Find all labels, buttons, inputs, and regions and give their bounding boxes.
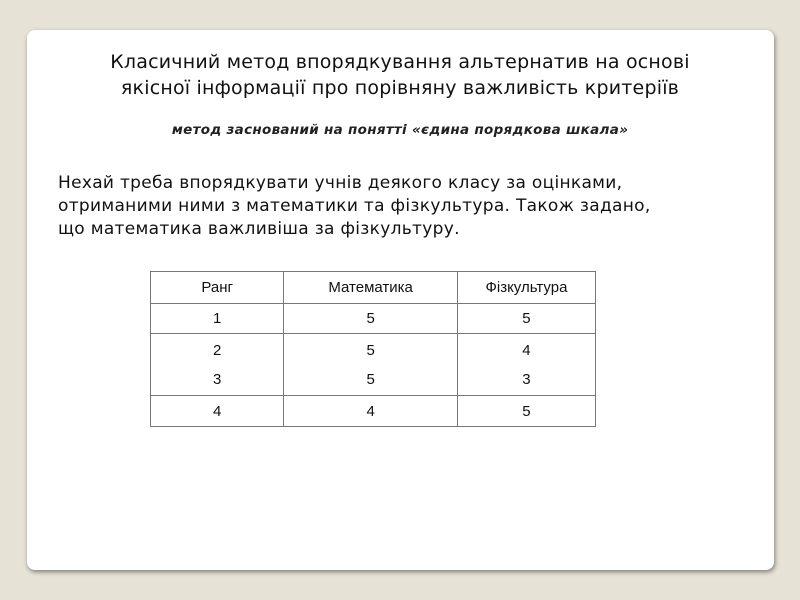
slide-title (0, 49, 800, 101)
cell-pe: 5 (457, 304, 595, 334)
header-rank: Ранг (151, 272, 284, 304)
slide-title-line-2: якісної інформації про порівняну важливість критеріїв (120, 77, 680, 99)
slide-subtitle: метод заснований на понятті «єдина порядкова шкала» (171, 122, 629, 138)
cell-math: 5 (366, 370, 375, 388)
cell-rank: 4 (151, 396, 284, 427)
cell-rank-group (151, 334, 284, 396)
cell-rank: 1 (151, 304, 284, 334)
header-pe: Фізкультура (457, 272, 595, 304)
cell-pe-group (457, 334, 595, 396)
cell-math: 5 (366, 341, 375, 359)
table-row (151, 304, 596, 334)
table-header-row (151, 272, 596, 304)
cell-math: 5 (284, 304, 458, 334)
table-row (151, 396, 596, 427)
body-line-2: отриманими ними з математики та фізкультура. Також задано, (58, 196, 651, 216)
cell-math-group (284, 334, 458, 396)
cell-pe: 4 (522, 341, 531, 359)
header-math: Математика (284, 272, 458, 304)
body-line-3: що математика важливіша за фізкультуру. (58, 219, 460, 239)
body-line-1: Нехай треба впорядкувати учнів деякого класу за оцінками, (58, 173, 623, 193)
cell-math: 4 (284, 396, 458, 427)
slide-title-line-1: Класичний метод впорядкування альтернатив на основі (110, 51, 690, 73)
table-row (151, 334, 596, 396)
cell-pe: 3 (522, 370, 531, 388)
cell-rank: 2 (213, 341, 222, 359)
cell-rank: 3 (213, 370, 222, 388)
body-paragraph (58, 172, 748, 241)
cell-pe: 5 (457, 396, 595, 427)
ranking-table (150, 271, 596, 427)
